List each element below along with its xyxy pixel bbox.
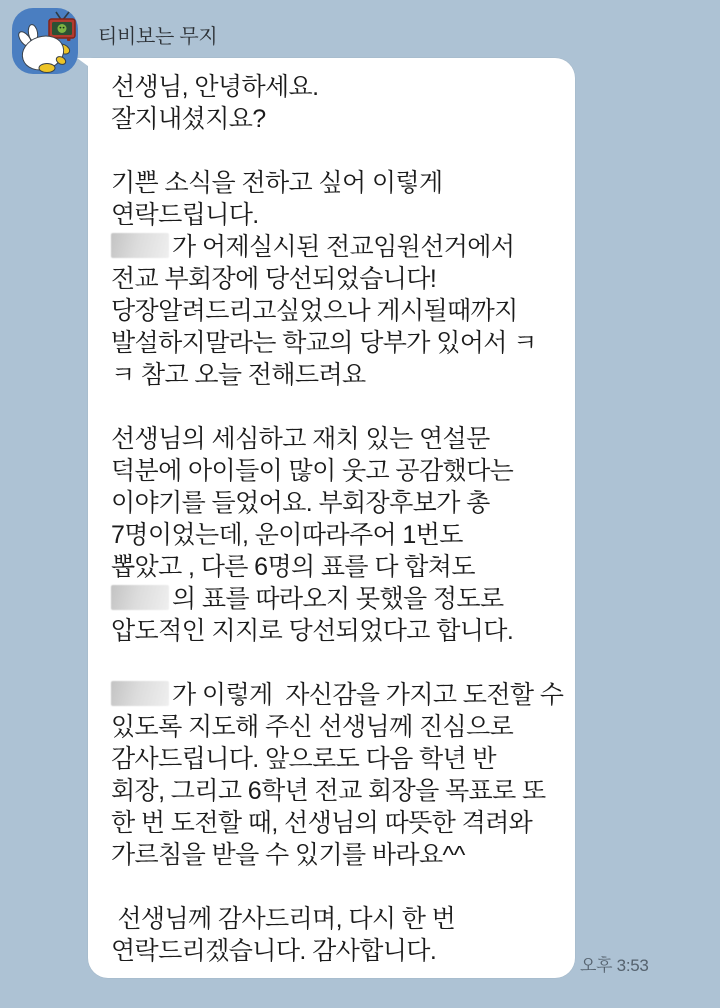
- message-text: [111, 71, 564, 967]
- message-line: 의 표를 따라오지 못했을 정도로: [111, 583, 559, 615]
- message-line: [111, 391, 559, 423]
- redacted-name-patch: [111, 585, 169, 610]
- message-line: [111, 647, 559, 679]
- message-line: 있도록 지도해 주신 선생님께 진심으로: [111, 713, 514, 741]
- message-line: 뽑았고 , 다른 6명의 표를 다 합쳐도: [111, 553, 475, 581]
- message-row: [88, 58, 649, 978]
- message-line: 가르침을 받을 수 있기를 바라요^^: [111, 841, 465, 869]
- message-line: 선생님의 세심하고 재치 있는 연설문: [111, 425, 490, 453]
- message-line: 가 이렇게 자신감을 가지고 도전할 수: [111, 679, 559, 711]
- message-line: 잘지내셨지요?: [111, 105, 266, 133]
- message-line: ㅋ 참고 오늘 전해드려요: [111, 361, 366, 389]
- message-column: [88, 8, 649, 978]
- message-line: 당장알려드리고싶었으나 게시될때까지: [111, 297, 518, 325]
- message-line: 선생님께 감사드리며, 다시 한 번: [111, 905, 456, 933]
- redacted-name-patch: [111, 681, 169, 706]
- message-line: 회장, 그리고 6학년 전교 회장을 목표로 또: [111, 777, 546, 805]
- message-line: 이야기를 들었어요. 부회장후보가 총: [111, 489, 490, 517]
- message-line: 덕분에 아이들이 많이 웃고 공감했다는: [111, 457, 514, 485]
- message-line: 가 어제실시된 전교임원선거에서: [111, 231, 559, 263]
- message-line: 전교 부회장에 당선되었습니다!: [111, 265, 437, 293]
- message-line: 연락드립니다.: [111, 201, 259, 229]
- message-line: [111, 135, 559, 167]
- message-line: [111, 871, 559, 903]
- message-line: 감사드립니다. 앞으로도 다음 학년 반: [111, 745, 496, 773]
- message-line: 7명이었는데, 운이따라주어 1번도: [111, 521, 463, 549]
- message-line: 한 번 도전할 때, 선생님의 따뜻한 격려와: [111, 809, 533, 837]
- sender-name[interactable]: 티비보는 무지: [98, 26, 218, 48]
- message-line: 기쁜 소식을 전하고 싶어 이렇게: [111, 169, 443, 197]
- message-line: 압도적인 지지로 당선되었다고 합니다.: [111, 617, 514, 645]
- redacted-name-patch: [111, 233, 169, 258]
- avatar-muzi-tv-icon[interactable]: [12, 8, 78, 74]
- message-line: 연락드리겠습니다. 감사합니다.: [111, 937, 437, 965]
- message-timestamp: 오후 3:53: [580, 956, 649, 975]
- message-line: 선생님, 안녕하세요.: [111, 73, 319, 101]
- message-line: 발설하지말라는 학교의 당부가 있어서 ㅋ: [111, 329, 537, 357]
- message-bubble[interactable]: [88, 58, 575, 978]
